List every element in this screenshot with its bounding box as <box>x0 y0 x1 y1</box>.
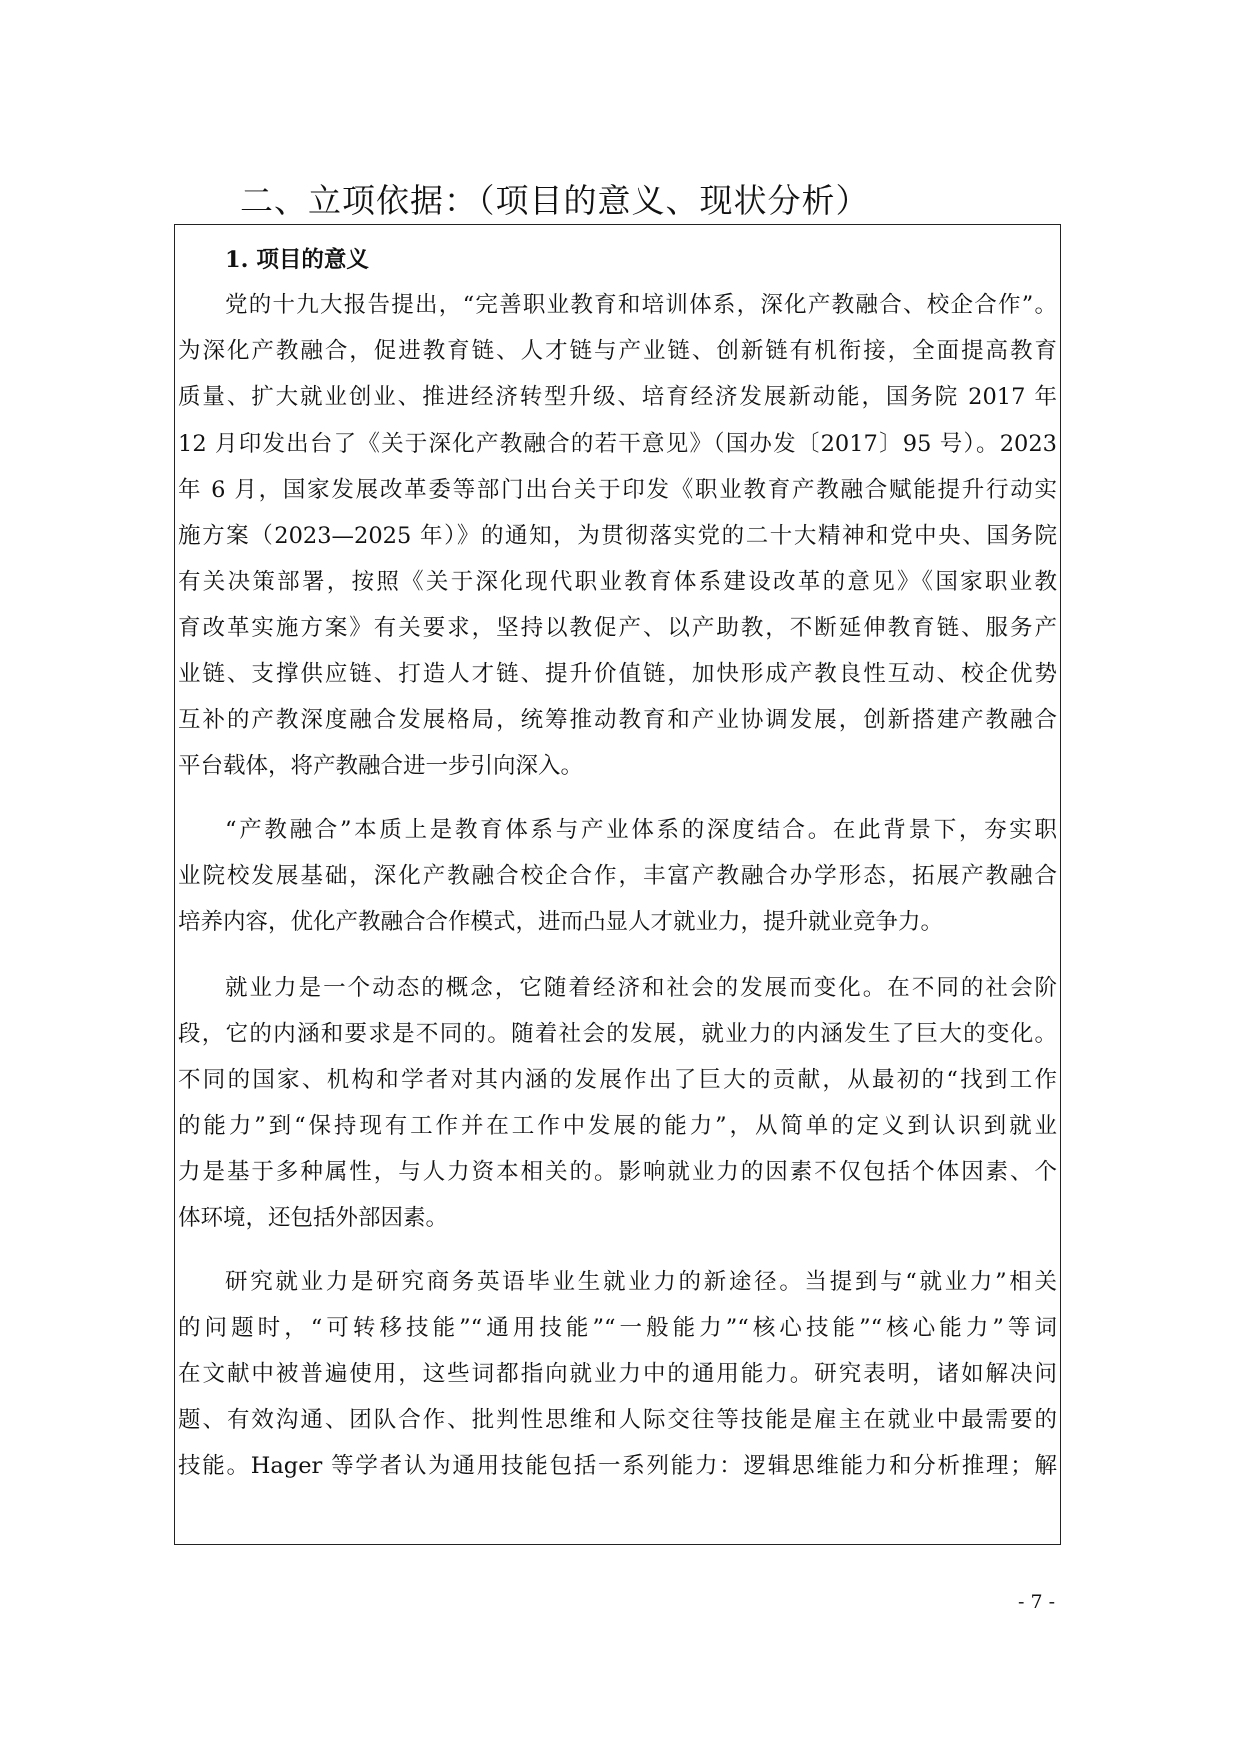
paragraph-line: 年 6 月，国家发展改革委等部门出台关于印发《职业教育产教融合赋能提升行动实 <box>178 477 1057 503</box>
page-heading: 二、立项依据：（项目的意义、现状分析） <box>240 181 870 220</box>
paragraph-line: 题、有效沟通、团队合作、批判性思维和人际交往等技能是雇主在就业中最需要的 <box>178 1407 1057 1433</box>
paragraph-line: 技能。Hager 等学者认为通用技能包括一系列能力：逻辑思维能力和分析推理；解 <box>178 1453 1057 1479</box>
paragraph-line: 在文献中被普遍使用，这些词都指向就业力中的通用能力。研究表明，诸如解决问 <box>178 1361 1057 1387</box>
paragraph-line: 研究就业力是研究商务英语毕业生就业力的新途径。当提到与“就业力”相关 <box>225 1269 1057 1295</box>
paragraph-line: 就业力是一个动态的概念，它随着经济和社会的发展而变化。在不同的社会阶 <box>225 975 1057 1001</box>
paragraph-line: 段，它的内涵和要求是不同的。随着社会的发展，就业力的内涵发生了巨大的变化。 <box>178 1021 1057 1047</box>
paragraph-line: “产教融合”本质上是教育体系与产业体系的深度结合。在此背景下，夯实职 <box>225 817 1057 843</box>
page-number: - 7 - <box>1018 1591 1056 1613</box>
paragraph-line: 培养内容，优化产教融合合作模式，进而凸显人才就业力，提升就业竞争力。 <box>178 909 944 935</box>
paragraph-line: 施方案（2023—2025 年）》的通知，为贯彻落实党的二十大精神和党中央、国务院 <box>178 523 1057 549</box>
paragraph-line: 平台载体，将产教融合进一步引向深入。 <box>178 753 584 779</box>
paragraph-line: 党的十九大报告提出，“完善职业教育和培训体系，深化产教融合、校企合作”。 <box>225 292 1057 318</box>
paragraph-line: 互补的产教深度融合发展格局，统筹推动教育和产业协调发展，创新搭建产教融合 <box>178 707 1057 733</box>
paragraph-line: 体环境，还包括外部因素。 <box>178 1205 449 1231</box>
section-title: 1. 项目的意义 <box>225 247 369 273</box>
paragraph-line: 业院校发展基础，深化产教融合校企合作，丰富产教融合办学形态，拓展产教融合 <box>178 863 1057 889</box>
paragraph-line: 有关决策部署，按照《关于深化现代职业教育体系建设改革的意见》《国家职业教 <box>178 569 1057 595</box>
paragraph-line: 为深化产教融合，促进教育链、人才链与产业链、创新链有机衔接，全面提高教育 <box>178 338 1057 364</box>
paragraph-line: 质量、扩大就业创业、推进经济转型升级、培育经济发展新动能，国务院 2017 年 <box>178 384 1057 410</box>
paragraph-line: 业链、支撑供应链、打造人才链、提升价值链，加快形成产教良性互动、校企优势 <box>178 661 1057 687</box>
paragraph-line: 的能力”到“保持现有工作并在工作中发展的能力”，从简单的定义到认识到就业 <box>178 1113 1057 1139</box>
paragraph-line: 不同的国家、机构和学者对其内涵的发展作出了巨大的贡献，从最初的“找到工作 <box>178 1067 1057 1093</box>
paragraph-line: 12 月印发出台了《关于深化产教融合的若干意见》（国办发〔2017〕95 号）。2023 <box>178 431 1057 457</box>
content-box <box>174 224 1061 1545</box>
paragraph-line: 育改革实施方案》有关要求，坚持以教促产、以产助教，不断延伸教育链、服务产 <box>178 615 1057 641</box>
paragraph-line: 力是基于多种属性，与人力资本相关的。影响就业力的因素不仅包括个体因素、个 <box>178 1159 1057 1185</box>
paragraph-line: 的问题时，“可转移技能”“通用技能”“一般能力”“核心技能”“核心能力”等词 <box>178 1315 1057 1341</box>
